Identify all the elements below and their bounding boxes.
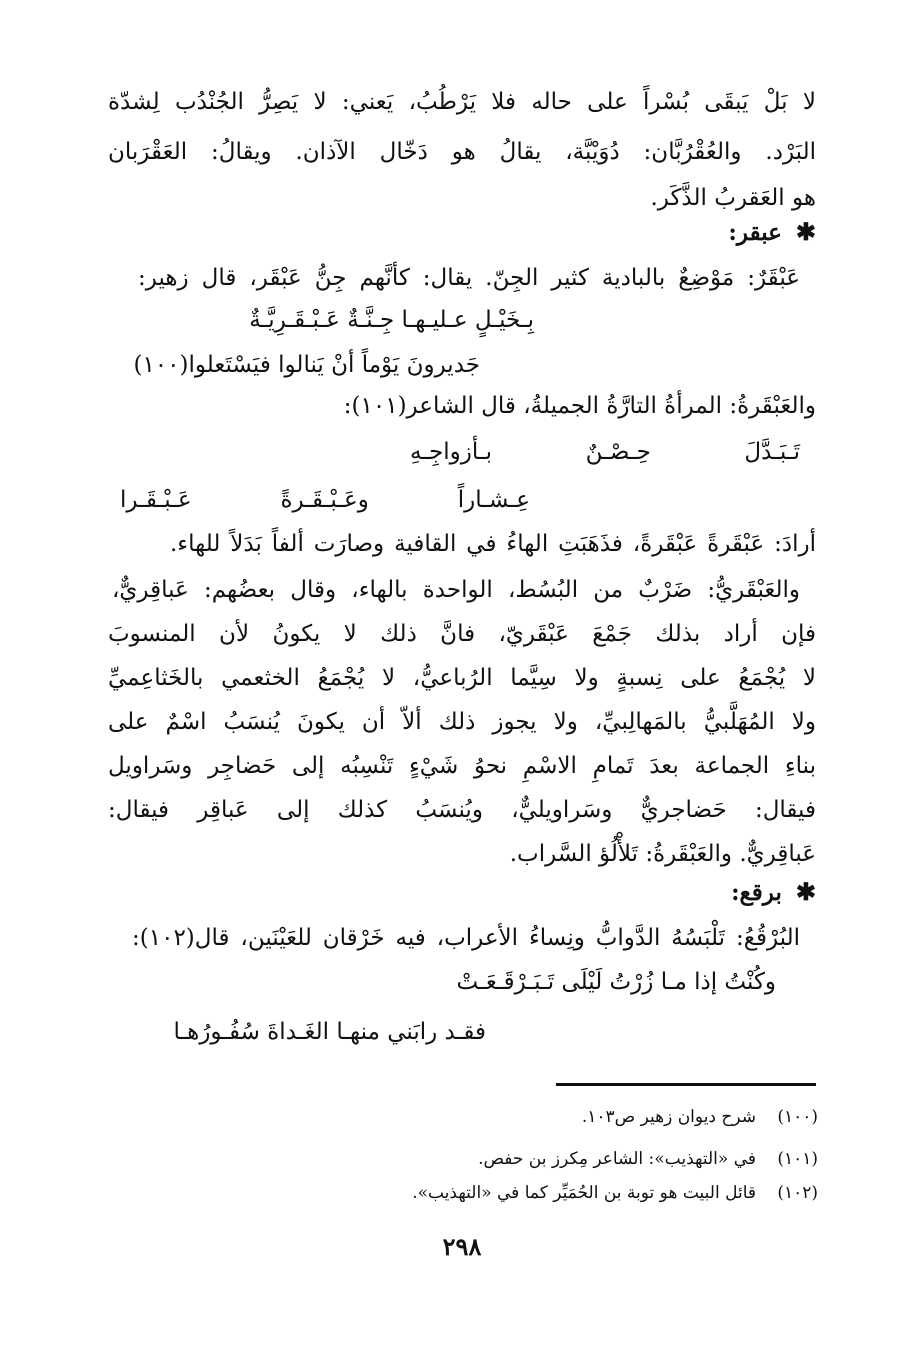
section-heading-label: برقع: bbox=[731, 879, 782, 906]
footnote bbox=[200, 1146, 818, 1172]
text-line: فإن أراد بذلك جَمْعَ عَبْقَريّ، فانَّ ذلك لا يكونُ لأن المنسوبَ bbox=[108, 621, 816, 647]
section-heading bbox=[108, 872, 816, 913]
footnote-number: (١٠٠) bbox=[777, 1107, 818, 1127]
footnote-text: في «التهذيب»: الشاعر مِكرز بن حفص. bbox=[478, 1149, 756, 1169]
verse-hemistich: فقـد رابَني منهـا الغَـداةَ سُفُـورُهـا bbox=[173, 1019, 486, 1045]
footnote-number: (١٠١) bbox=[777, 1149, 818, 1169]
text-line: البُرْقُعُ: تَلْبَسُهُ الدَّوابُّ ونِساءُ الأعراب، فيه خَرْقان للعَيْنَين، قال(١٠٢): bbox=[132, 925, 800, 951]
text-line: لا يُجْمَعُ على نِسبةٍ ولا سِيَّما الرُباعيُّ، لا يُجْمَعُ الخثعمي بالخَثاعِميِّ bbox=[108, 665, 816, 691]
footnote-divider bbox=[556, 1083, 816, 1086]
page-number: ٢٩٨ bbox=[442, 1232, 482, 1261]
footnote-number: (١٠٢) bbox=[777, 1183, 818, 1203]
text-line: هو العَقربُ الذَّكَر. bbox=[650, 185, 816, 211]
section-heading bbox=[108, 212, 816, 253]
text-line: والعَبْقَرةُ: المرأةُ التارَّةُ الجميلةُ، قال الشاعر(١٠١): bbox=[343, 393, 816, 419]
verse-hemistich: بِـخَيْـلٍ عـليـهـا جِـنَّـةٌ عَـبْـقَـرِيَّـةٌ bbox=[249, 307, 534, 333]
text-line: عَباقِريٌّ. والعَبْقَرةُ: تَلأْلُؤ السَّراب. bbox=[509, 841, 816, 867]
footnote bbox=[200, 1180, 818, 1206]
footnote bbox=[200, 1104, 818, 1130]
verse-hemistich: تَـبَـدَّلَ حِـصْـنٌ بـأزواجِـهِ bbox=[410, 439, 800, 465]
footnote-text: قائل البيت هو توبة بن الحُمَيِّر كما في «التهذيب». bbox=[412, 1183, 756, 1203]
text-line: أرادَ: عَبْقَرةً عَبْقَرةً، فذَهَبَتِ الهاءُ في القافية وصارَت ألفاً بَدَلاً للهاء. bbox=[170, 531, 816, 557]
text-line: بناءِ الجماعة بعدَ تَمامِ الاسْمِ نحوُ شَيْءٍ تَنْسِبُه إلى حَضاجِر وسَراويل bbox=[108, 753, 816, 779]
section-heading-label: عبقر: bbox=[728, 219, 782, 246]
footnote-text: شرح ديوان زهير ص١٠٣. bbox=[581, 1107, 756, 1127]
text-line: والعَبْقَريُّ: ضَرْبٌ من البُسُط، الواحدة بالهاء، وقال بعضُهم: عَباقِريٌّ، bbox=[112, 577, 800, 603]
verse-hemistich: عِـشـاراً وعَـبْـقَـرةً عَـبْـقَـرا bbox=[120, 487, 530, 513]
asterisk-icon: ✱ bbox=[795, 877, 816, 906]
asterisk-icon: ✱ bbox=[795, 217, 816, 246]
verse-hemistich: وكُنْتُ إذا مـا زُرْتُ لَيْلَى تَـبَـرْقَـعَـتْ bbox=[456, 969, 776, 995]
text-line: البَرْد. والعُقْرُبَّان: دُوَيْبَّة، يقالُ هو دَخّال الآذان. ويقالُ: العَقْرَبان bbox=[108, 139, 816, 165]
text-line: فيقال: حَضاجريٌّ وسَراويليٌّ، ويُنسَبُ كذلك إلى عَباقِر فيقال: bbox=[108, 797, 816, 823]
verse-hemistich: جَديرونَ يَوْماً أنْ يَنالوا فيَسْتَعلوا(١٠٠) bbox=[133, 352, 480, 378]
text-line: ولا المُهَلَّبيُّ بالمَهالِبيِّ، ولا يجوز ذلك ألاّ أن يكونَ يُنسَبُ اسْمٌ على bbox=[108, 709, 816, 735]
text-line: لا بَلْ يَبقَى بُسْراً على حاله فلا يَرْطُبُ، يَعني: لا يَصِرُّ الجُنْدُب لِشدّة bbox=[108, 89, 816, 115]
text-line: عَبْقَرٌ: مَوْضِعٌ بالبادية كثير الجِنّ. يقال: كأنَّهم جِنُّ عَبْقَر، قال زهير: bbox=[138, 265, 800, 291]
